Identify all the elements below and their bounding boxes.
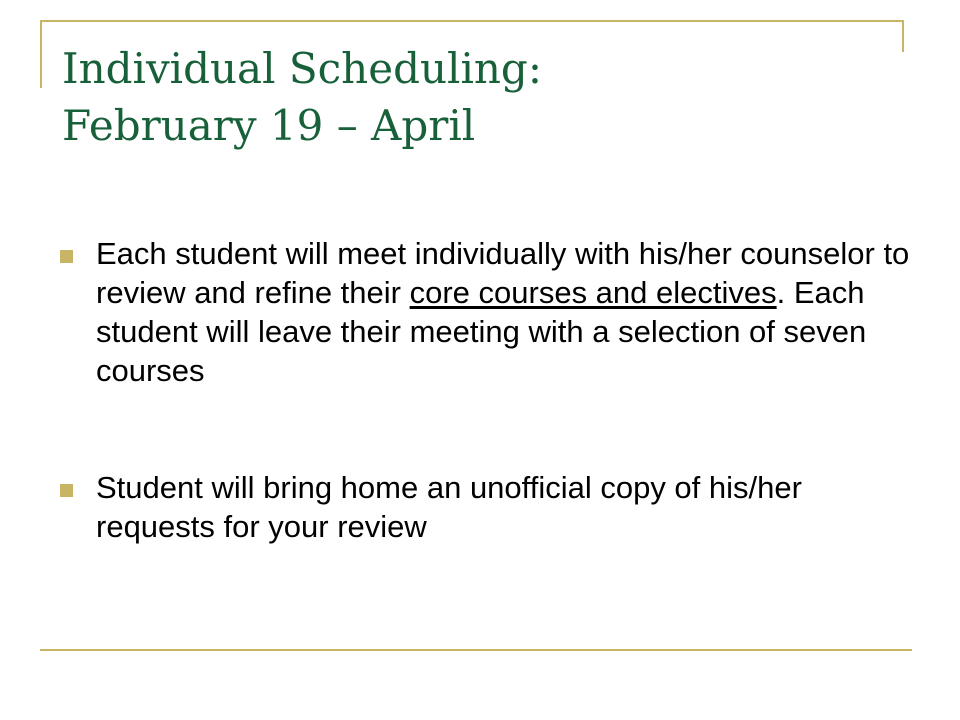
bullet-text-end: . Each student will leave their meeting with a selection of seven courses [96,275,867,388]
bottom-rule [40,649,912,651]
title-line-1: Individual Scheduling: [62,44,542,93]
slide-title [62,40,882,154]
title-line-2: February 19 – April [62,101,476,150]
square-bullet-icon [60,484,73,497]
top-right-rule [902,20,904,52]
bullet-item [60,468,920,546]
square-bullet-icon [60,250,73,263]
bullet-text: Each student will meet individually with his/her counselor to review and refine their [96,236,910,310]
top-rule [40,20,904,22]
bullet-item [60,234,920,390]
left-rule [40,20,42,88]
bullet-list [60,234,920,546]
bullet-text: Student will bring home an unofficial copy of his/her requests for your review [96,470,802,544]
underlined-phrase: core courses and electives [409,275,777,310]
